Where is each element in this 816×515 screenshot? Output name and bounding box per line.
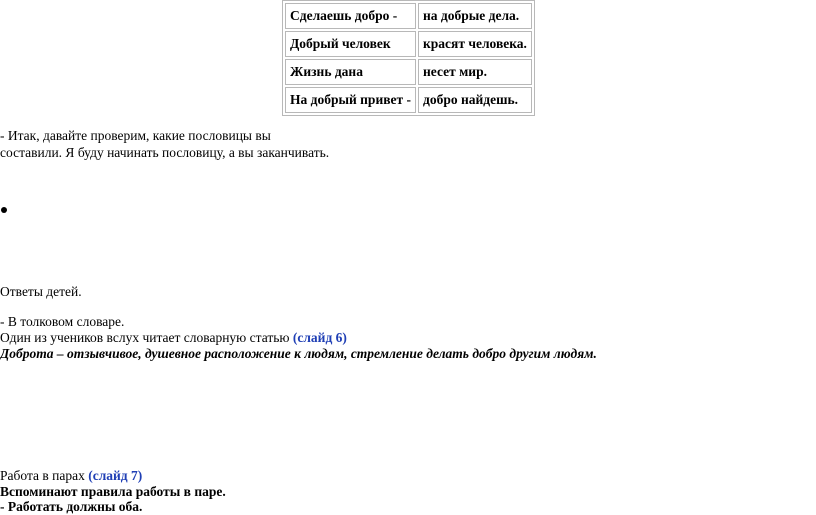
table-cell: Жизнь дана [285, 59, 416, 85]
slide-6-label: (слайд 6) [292, 330, 347, 345]
table-cell: добро найдешь. [418, 87, 532, 113]
pairs-intro-text: Работа в парах [0, 468, 89, 483]
table-cell: Сделаешь добро - [285, 3, 416, 29]
dictionary-intro [0, 329, 347, 346]
table-row [285, 87, 532, 113]
bullet-icon [1, 207, 7, 213]
slide-7-label: (слайд 7) [88, 468, 143, 483]
proverbs-table [282, 0, 535, 116]
pairs-rule-item: - Работать должны оба. [0, 499, 143, 514]
definition-text: Доброта – отзывчивое, душевное расположение к людям, стремление делать добро другим людям. [0, 346, 597, 361]
pairs-rules-text: Вспоминают правила работы в паре. [0, 484, 226, 499]
answers-text: Ответы детей. [0, 284, 82, 299]
table-row [285, 3, 532, 29]
paragraph-line: составили. Я буду начинать пословицу, а вы заканчивать. [0, 145, 330, 160]
table-cell: красят человека. [418, 31, 532, 57]
table-cell: на добрые дела. [418, 3, 532, 29]
table-cell: несет мир. [418, 59, 532, 85]
table-cell: Добрый человек [285, 31, 416, 57]
paragraph-line: - Итак, давайте проверим, какие пословицы вы [0, 128, 271, 143]
table-row [285, 59, 532, 85]
table-row [285, 31, 532, 57]
dictionary-line: - В толковом словаре. [0, 314, 125, 329]
pairs-intro [0, 467, 142, 484]
table-cell: На добрый привет - [285, 87, 416, 113]
dictionary-intro-text: Один из учеников вслух читает словарную статью [0, 330, 293, 345]
